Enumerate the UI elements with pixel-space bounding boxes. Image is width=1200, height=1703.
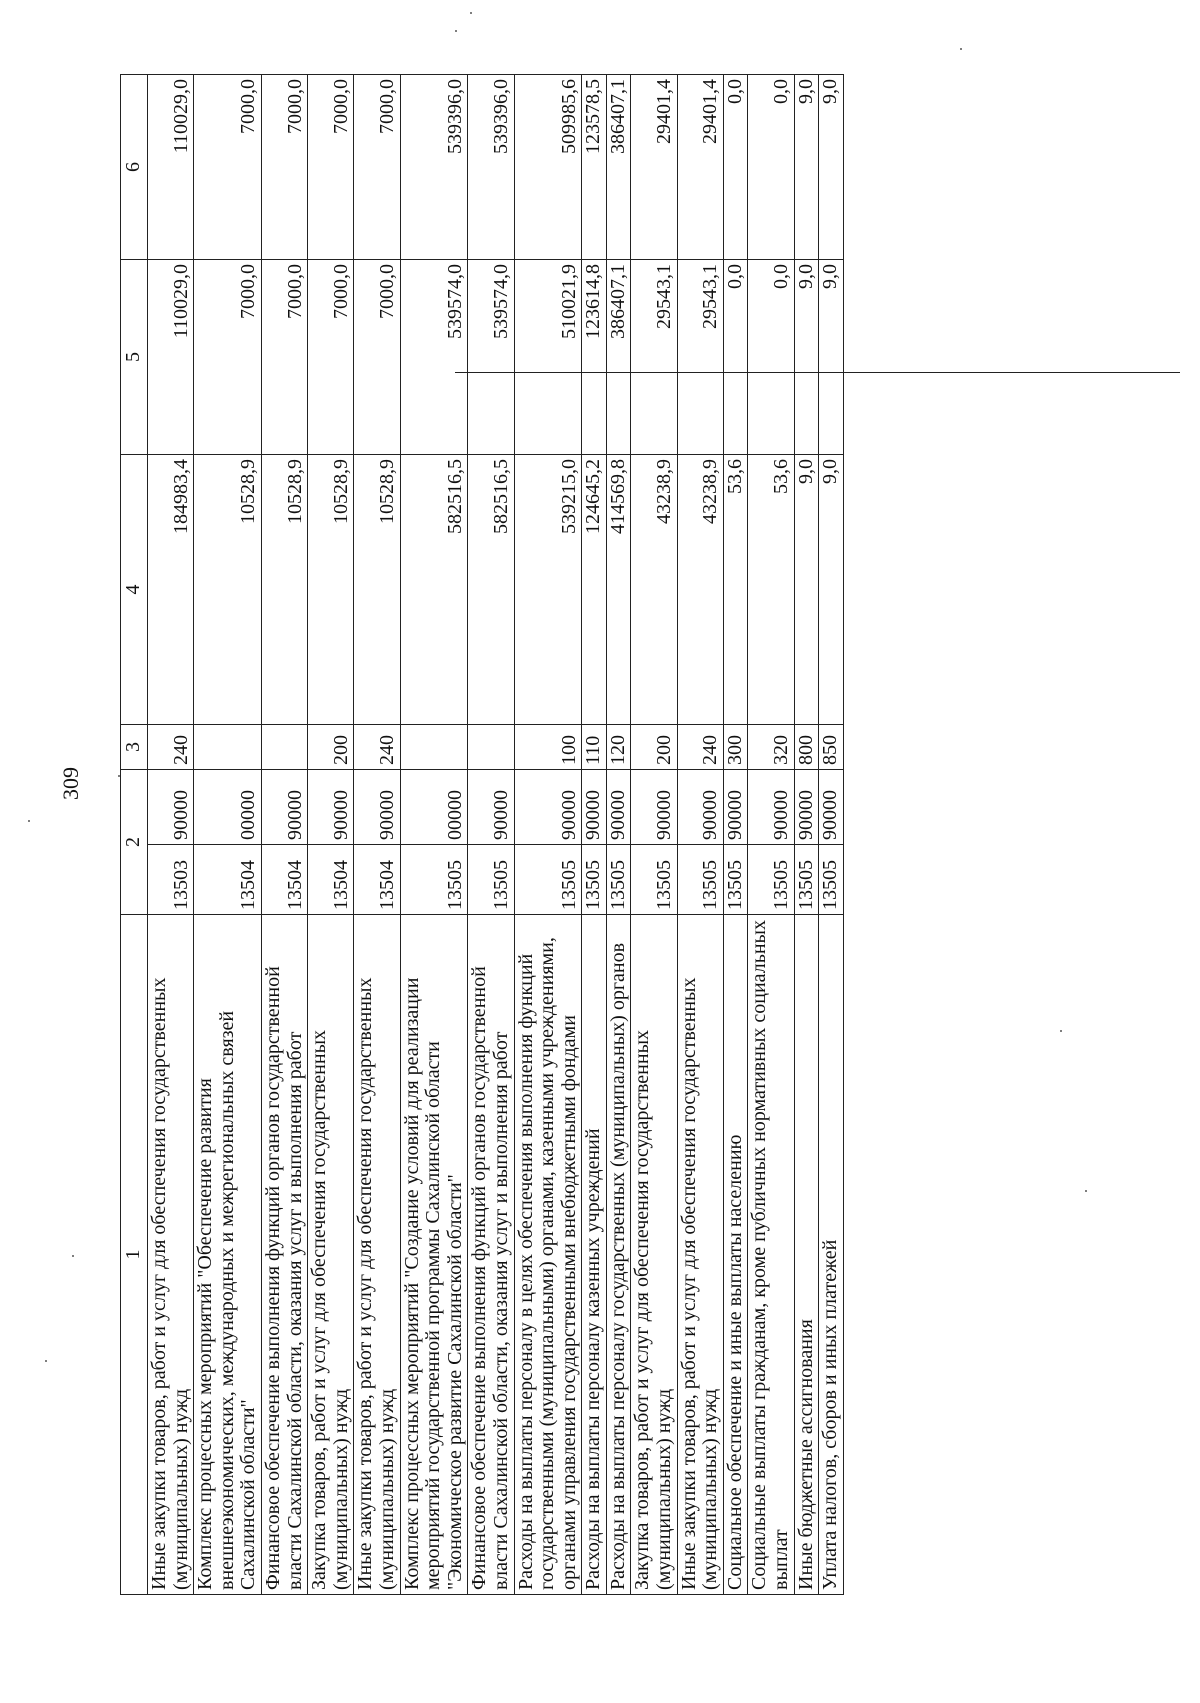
section-code-cell: 13503 [148,845,194,915]
amount-col6-cell: 9,0 [794,75,819,260]
amount-col4-cell: 10528,9 [308,455,354,725]
amount-col4-cell: 582516,5 [400,455,468,725]
expense-type-cell: 110 [582,725,607,770]
amount-col5-cell: 386407,1 [606,260,631,455]
expense-type-cell: 850 [819,725,844,770]
section-code-cell: 13505 [582,845,607,915]
amount-col6-cell: 539396,0 [468,75,514,260]
section-code-cell: 13505 [514,845,582,915]
amount-col5-cell: 123614,8 [582,260,607,455]
row-name-cell: Уплата налогов, сборов и иных платежей [819,915,844,1595]
amount-col4-cell: 43238,9 [631,455,677,725]
amount-col4-cell: 124645,2 [582,455,607,725]
column-header: 4 [121,455,148,725]
section-code-cell: 13505 [606,845,631,915]
row-name-cell: Комплекс процессных мероприятий "Обеспечение развития внешнеэкономических, международных и межрегиональных связей Сахалинской области" [194,915,262,1595]
table-row [582,75,607,1595]
amount-col6-cell: 7000,0 [354,75,400,260]
table-row [400,75,468,1595]
table-row [606,75,631,1595]
row-name-cell: Иные бюджетные ассигнования [794,915,819,1595]
target-code-cell: 90000 [748,770,794,845]
expense-type-cell [261,725,307,770]
section-code-cell: 13505 [819,845,844,915]
target-code-cell: 90000 [631,770,677,845]
row-name-cell: Иные закупки товаров, работ и услуг для обеспечения государственных (муниципальных) нужд [677,915,723,1595]
column-header: 6 [121,75,148,260]
amount-col6-cell: 509985,6 [514,75,582,260]
table-row [794,75,819,1595]
row-name-cell: Иные закупки товаров, работ и услуг для обеспечения государственных (муниципальных) нужд [354,915,400,1595]
column-header: 3 [121,725,148,770]
amount-col5-cell: 0,0 [723,260,748,455]
column-header: 2 [121,770,148,915]
row-name-cell: Расходы на выплаты персоналу в целях обеспечения выполнения функций государственными (муниципальными) органами, казенными учреждениями, органами управления государственными внебюджетными фондами [514,915,582,1595]
section-code-cell: 13504 [354,845,400,915]
section-code-cell: 13505 [677,845,723,915]
amount-col4-cell: 10528,9 [194,455,262,725]
amount-col5-cell: 7000,0 [261,260,307,455]
amount-col6-cell: 29401,4 [677,75,723,260]
target-code-cell: 90000 [354,770,400,845]
row-name-cell: Закупка товаров, работ и услуг для обеспечения государственных (муниципальных) нужд [631,915,677,1595]
amount-col6-cell: 9,0 [819,75,844,260]
expense-type-cell: 800 [794,725,819,770]
amount-col5-cell: 9,0 [794,260,819,455]
rotated-table-container [120,75,990,1595]
target-code-cell: 90000 [794,770,819,845]
table-row [308,75,354,1595]
header-row [121,75,148,1595]
amount-col4-cell: 582516,5 [468,455,514,725]
section-code-cell: 13505 [794,845,819,915]
table-row [468,75,514,1595]
table-row [723,75,748,1595]
amount-col5-cell: 7000,0 [308,260,354,455]
expense-type-cell: 200 [308,725,354,770]
expense-type-cell: 320 [748,725,794,770]
section-code-cell: 13505 [400,845,468,915]
row-name-cell: Финансовое обеспечение выполнения функций органов государственной власти Сахалинской области, оказания услуг и выполнения работ [261,915,307,1595]
table-row [748,75,794,1595]
row-name-cell: Расходы на выплаты персоналу государственных (муниципальных) органов [606,915,631,1595]
table-body [148,75,844,1595]
target-code-cell: 00000 [400,770,468,845]
target-code-cell: 90000 [514,770,582,845]
row-name-cell: Финансовое обеспечение выполнения функций органов государственной власти Сахалинской области, оказания услуг и выполнения работ [468,915,514,1595]
target-code-cell: 00000 [194,770,262,845]
section-code-cell: 13504 [308,845,354,915]
expense-type-cell [468,725,514,770]
expense-type-cell [400,725,468,770]
amount-col5-cell: 0,0 [748,260,794,455]
amount-col4-cell: 53,6 [748,455,794,725]
amount-col5-cell: 510021,9 [514,260,582,455]
row-name-cell: Закупка товаров, работ и услуг для обеспечения государственных (муниципальных) нужд [308,915,354,1595]
amount-col6-cell: 29401,4 [631,75,677,260]
column-header: 1 [121,915,148,1595]
row-name-cell: Социальные выплаты гражданам, кроме публичных нормативных социальных выплат [748,915,794,1595]
table-row [514,75,582,1595]
target-code-cell: 90000 [582,770,607,845]
amount-col4-cell: 184983,4 [148,455,194,725]
amount-col6-cell: 110029,0 [148,75,194,260]
amount-col5-cell: 7000,0 [194,260,262,455]
amount-col5-cell: 539574,0 [400,260,468,455]
row-name-cell: Комплекс процессных мероприятий "Создание условий для реализации мероприятий государственной программы Сахалинской области "Экономическое развитие Сахалинской области" [400,915,468,1595]
target-code-cell: 90000 [677,770,723,845]
amount-col4-cell: 10528,9 [354,455,400,725]
expense-type-cell: 100 [514,725,582,770]
amount-col6-cell: 539396,0 [400,75,468,260]
amount-col6-cell: 0,0 [748,75,794,260]
column-header: 5 [121,260,148,455]
table-row [354,75,400,1595]
expense-type-cell [194,725,262,770]
target-code-cell: 90000 [148,770,194,845]
section-code-cell: 13505 [748,845,794,915]
amount-col4-cell: 539215,0 [514,455,582,725]
amount-col6-cell: 7000,0 [194,75,262,260]
row-name-cell: Расходы на выплаты персоналу казенных учреждений [582,915,607,1595]
amount-col5-cell: 110029,0 [148,260,194,455]
page-number: 309 [58,767,83,800]
table-row [631,75,677,1595]
section-code-cell: 13505 [723,845,748,915]
table-row [819,75,844,1595]
expense-type-cell: 240 [148,725,194,770]
amount-col5-cell: 9,0 [819,260,844,455]
amount-col4-cell: 10528,9 [261,455,307,725]
table-row [677,75,723,1595]
amount-col6-cell: 123578,5 [582,75,607,260]
section-code-cell: 13505 [631,845,677,915]
section-code-cell: 13505 [468,845,514,915]
expense-type-cell: 120 [606,725,631,770]
amount-col5-cell: 539574,0 [468,260,514,455]
amount-col5-cell: 7000,0 [354,260,400,455]
expense-type-cell: 300 [723,725,748,770]
table-row [194,75,262,1595]
amount-col5-cell: 29543,1 [631,260,677,455]
row-name-cell: Социальное обеспечение и иные выплаты населению [723,915,748,1595]
target-code-cell: 90000 [723,770,748,845]
amount-col4-cell: 43238,9 [677,455,723,725]
section-code-cell: 13504 [194,845,262,915]
expense-type-cell: 240 [354,725,400,770]
row-name-cell: Иные закупки товаров, работ и услуг для обеспечения государственных (муниципальных) нужд [148,915,194,1595]
table-row [261,75,307,1595]
amount-col5-cell: 29543,1 [677,260,723,455]
target-code-cell: 90000 [261,770,307,845]
amount-col4-cell: 9,0 [819,455,844,725]
amount-col6-cell: 386407,1 [606,75,631,260]
table-row [148,75,194,1595]
amount-col6-cell: 7000,0 [261,75,307,260]
target-code-cell: 90000 [468,770,514,845]
target-code-cell: 90000 [308,770,354,845]
amount-col4-cell: 53,6 [723,455,748,725]
amount-col4-cell: 414569,8 [606,455,631,725]
target-code-cell: 90000 [606,770,631,845]
expense-type-cell: 200 [631,725,677,770]
section-code-cell: 13504 [261,845,307,915]
target-code-cell: 90000 [819,770,844,845]
budget-table [120,74,844,1595]
amount-col6-cell: 0,0 [723,75,748,260]
amount-col6-cell: 7000,0 [308,75,354,260]
amount-col4-cell: 9,0 [794,455,819,725]
expense-type-cell: 240 [677,725,723,770]
